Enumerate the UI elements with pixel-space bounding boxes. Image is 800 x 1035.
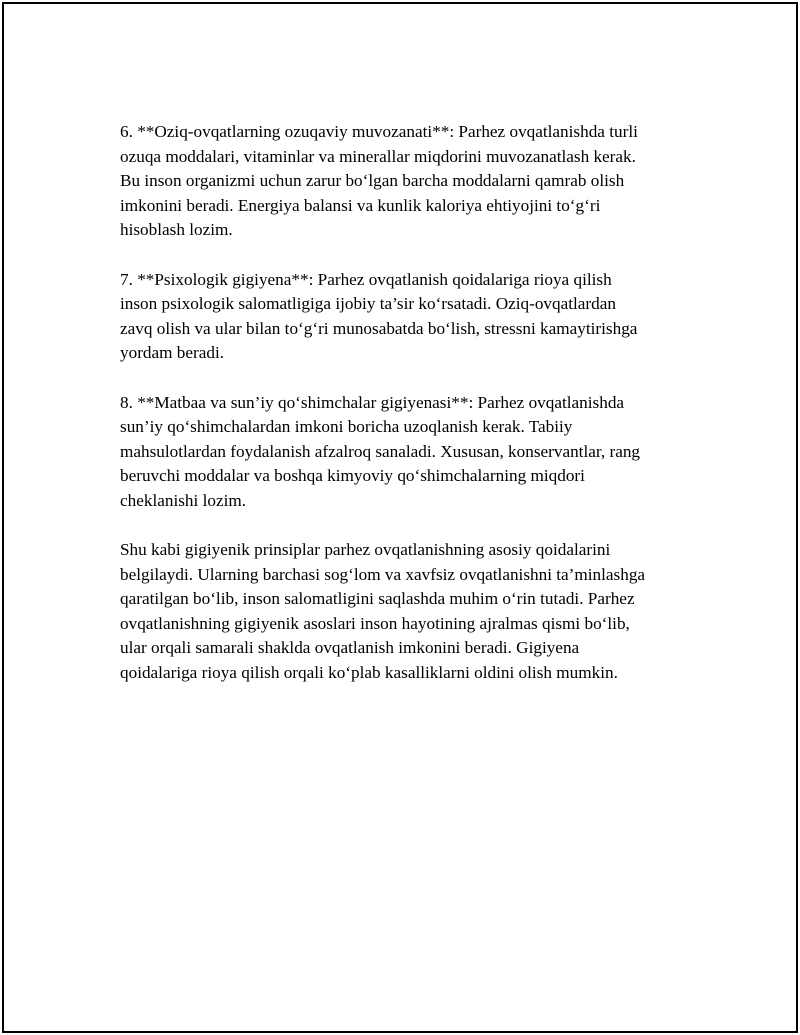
paragraph-psychological-hygiene: 7. **Psixologik gigiyena**: Parhez ovqatlanish qoidalariga rioya qilish inson psixologik salomatligiga ijobiy ta’sir ko‘rsatadi. Oziq-ovqatlardan zavq olish va ular bilan to‘g‘ri munosabatda bo‘lish, stressni kamaytirishga yordam beradi. [120,269,638,363]
paragraph-additives-hygiene: 8. **Matbaa va sun’iy qo‘shimchalar gigiyenasi**: Parhez ovqatlanishda sun’iy qo‘shimchalardan imkoni boricha uzoqlanish kerak. Tabiiy mahsulotlardan foydalanish afzalroq sanaladi. Xususan, konservantlar, rang beruvchi moddalar va boshqa kimyoviy qo‘shimchalarning miqdori cheklanishi lozim. [120,392,641,510]
document-body [120,120,690,710]
document-page [2,2,798,1033]
paragraph-nutritional-balance: 6. **Oziq-ovqatlarning ozuqaviy muvozanati**: Parhez ovqatlanishda turli ozuqa moddalari, vitaminlar va minerallar miqdorini muvozanatlash kerak. Bu inson organizmi uchun zarur bo‘lgan barcha moddalarni qamrab olish imkonini beradi. Energiya balansi va kunlik kaloriya ehtiyojini to‘g‘ri hisoblash lozim. [120,122,638,240]
paragraph-conclusion: Shu kabi gigiyenik prinsiplar parhez ovqatlanishning asosiy qoidalarini belgilaydi. Ularning barchasi sog‘lom va xavfsiz ovqatlanishni ta’minlashga qaratilgan bo‘lib, inson salomatligini saqlashda muhim o‘rin tutadi. Parhez ovqatlanishning gigiyenik asoslari inson hayotining ajralmas qismi bo‘lib, ular orqali samarali shaklda ovqatlanish imkonini beradi. Gigiyena qoidalariga rioya qilish orqali ko‘plab kasalliklarni oldini olish mumkin. [120,540,646,683]
